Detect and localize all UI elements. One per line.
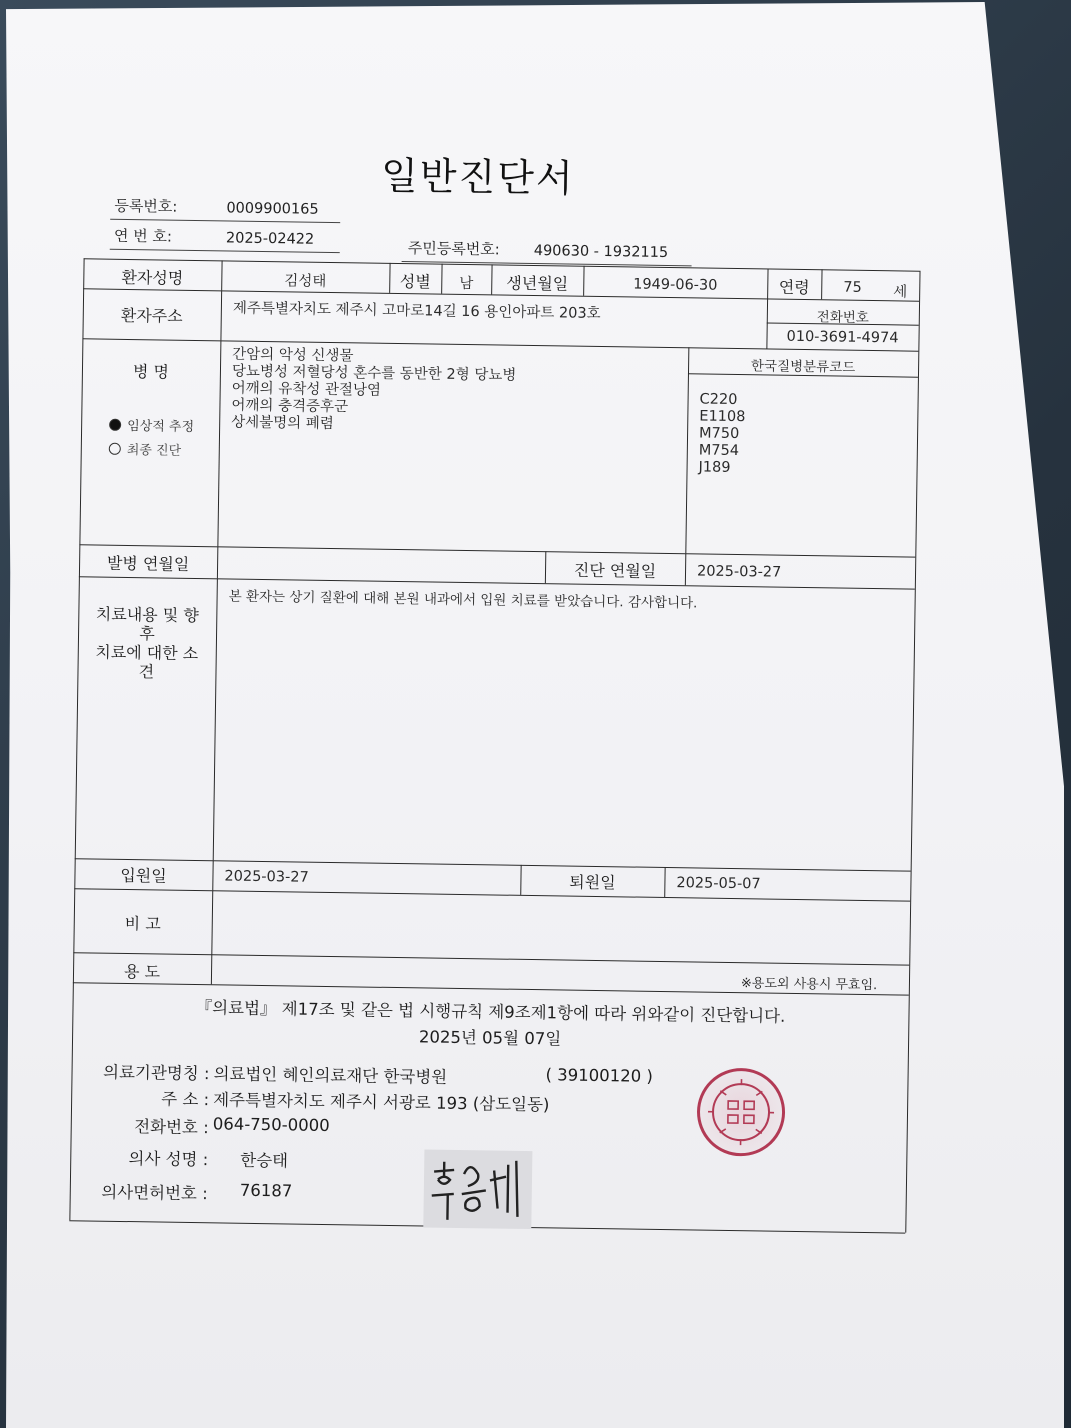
signature-scribble-icon [423,1149,532,1229]
kcd-code: C220 [699,391,738,409]
age-value: 75 [843,279,862,296]
age-unit: 세 [893,284,908,301]
reg-no-value: 0009900165 [226,200,319,218]
dob-label: 생년월일 [506,273,569,294]
institution-label: 의료기관명칭 : [102,1062,210,1084]
hospital-phone-label: 전화번호 : [134,1117,209,1138]
diagnosis-certificate [47,98,956,1241]
doctor-name: 한승태 [240,1150,289,1171]
diagnosis-item: 간암의 악성 신생물 [232,346,354,365]
issue-date: 2025년 05월 07일 [418,1027,562,1049]
treatment-text: 본 환자는 상기 질환에 대해 본원 내과에서 입원 치료를 받았습니다. 감사합니다. [228,588,698,612]
hospital-seal [696,1068,785,1157]
rrn-label: 주민등록번호: [407,239,500,259]
doctor-signature [423,1149,532,1229]
phone-label: 전화번호 [816,309,870,326]
discharge-date-value: 2025-05-07 [676,875,761,893]
radio-filled-icon [109,419,121,431]
diagnosis-date-label: 진단 연월일 [573,560,657,581]
admission-date-value: 2025-03-27 [224,868,309,886]
diagnosis-date-value: 2025-03-27 [696,563,782,581]
kcd-code-header: 한국질병분류코드 [750,358,856,376]
option-final-diagnosis: 최종 진단 [109,439,182,459]
reg-no-label: 등록번호: [114,196,178,216]
doctor-name-label: 의사 성명 : [128,1149,209,1170]
hospital-address: 제주특별자치도 제주시 서광로 193 (삼도일동) [213,1090,550,1115]
sex-value: 남 [459,275,474,293]
legal-statement: 『의료법』 제17조 및 같은 법 시행규칙 제9조제1항에 따라 위와같이 진단합니다. [195,998,786,1026]
patient-name: 김성태 [284,273,327,290]
treatment-label: 치료내용 및 향 후 치료에 대한 소 견 [95,604,199,682]
serial-value: 2025-02422 [225,230,315,248]
diagnosis-list [231,347,517,436]
kcd-code: E1108 [699,408,746,426]
purpose-note: ※용도외 사용시 무효임. [740,976,878,994]
serial-underline [110,249,340,253]
kcd-code: M750 [698,425,740,443]
kcd-code: M754 [698,442,740,460]
kcd-code: J189 [698,459,731,476]
kcd-code-list [698,391,745,477]
diagnosis-label: 병 명 [132,362,170,382]
diagnosis-item: 어깨의 충격증후군 [231,397,349,416]
rrn-value: 490630 - 1932115 [533,242,669,261]
discharge-date-label: 퇴원일 [569,872,616,893]
patient-address: 제주특별자치도 제주시 고마로14길 16 용인아파트 203호 [232,300,601,322]
patient-address-label: 환자주소 [120,305,183,326]
document-title: 일반진단서 [380,153,575,201]
phone-value: 010-3691-4974 [786,328,899,347]
reg-no-underline [110,219,340,223]
seal-pattern-icon [699,1071,782,1154]
serial-label: 연 번 호: [113,226,173,246]
diagnosis-item: 어깨의 유착성 관절낭염 [231,380,382,399]
institution-code: ( 39100120 ) [545,1065,654,1086]
purpose-label: 용 도 [123,961,161,982]
admission-date-label: 입원일 [120,865,167,886]
license-no: 76187 [239,1180,293,1201]
dob-value: 1949-06-30 [633,276,718,294]
diagnosis-item: 상세불명의 폐렴 [231,414,334,433]
remarks-label: 비 고 [124,913,161,934]
patient-name-label: 환자성명 [121,267,184,288]
option-clinical-estimate: 임상적 추정 [109,415,194,435]
onset-date-label: 발병 연월일 [106,553,190,574]
diagnosis-item: 당뇨병성 저혈당성 혼수를 동반한 2형 당뇨병 [231,363,517,384]
sex-label: 성별 [399,272,431,292]
hospital-phone: 064-750-0000 [212,1114,330,1136]
institution-name: 의료법인 혜인의료재단 한국병원 [213,1064,448,1087]
age-label: 연령 [778,277,810,298]
hospital-address-label: 주 소 : [161,1089,210,1110]
radio-empty-icon [109,443,121,455]
license-no-label: 의사면허번호 : [101,1182,208,1204]
